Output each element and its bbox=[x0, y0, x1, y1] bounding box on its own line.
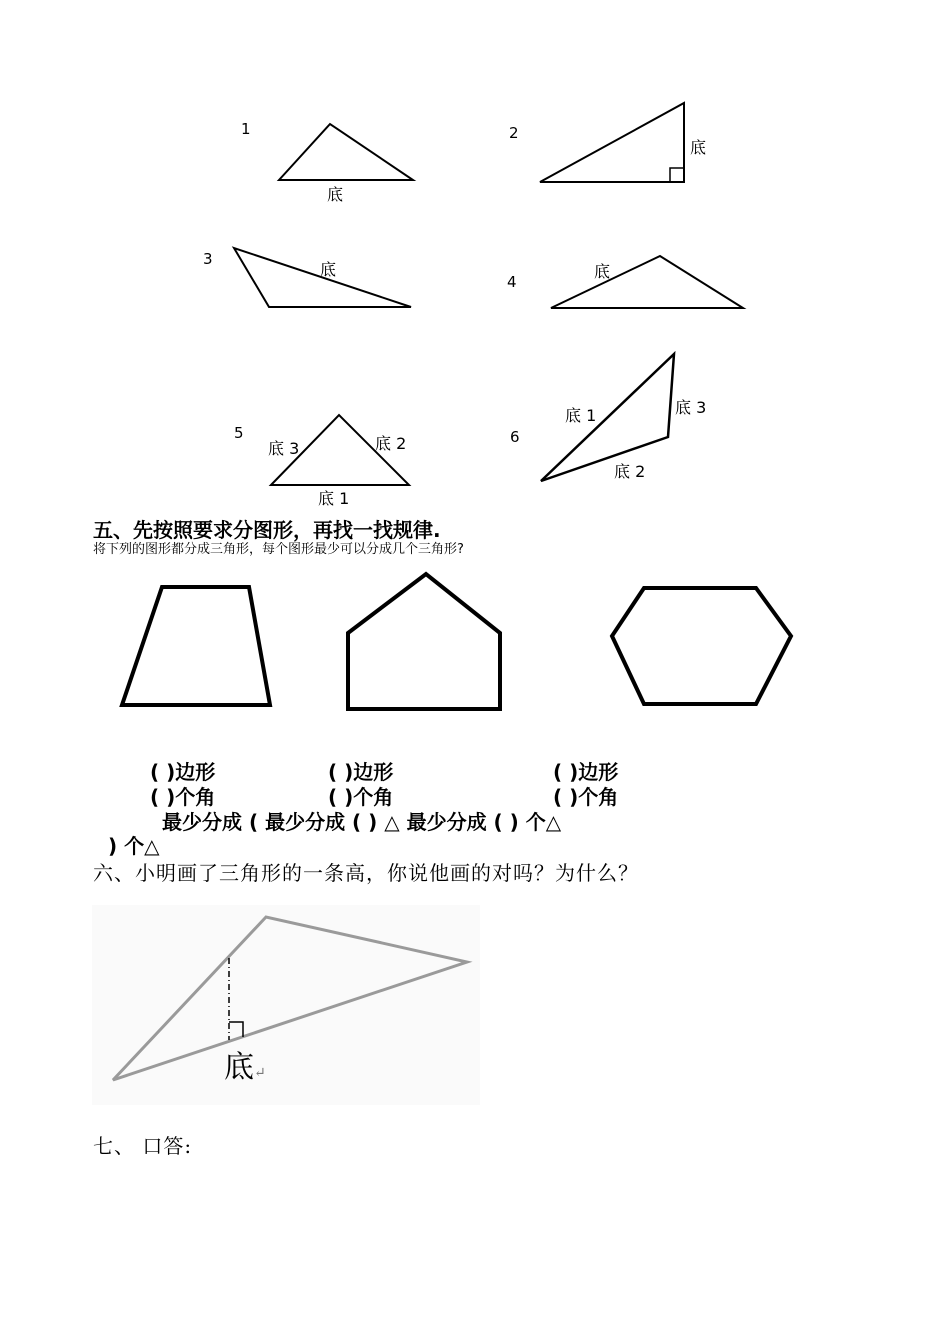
figure-number-2: 2 bbox=[509, 124, 519, 142]
triangle-1 bbox=[279, 124, 413, 180]
col3-sides-blank: ( )边形 bbox=[553, 760, 619, 784]
triangle-2 bbox=[540, 103, 684, 182]
section7-heading: 七、 口答: bbox=[93, 1134, 193, 1158]
least-triangles-line: 最少分成 ( 最少分成 ( ) △ 最少分成 ( ) 个△ bbox=[162, 810, 562, 834]
figure-number-4: 4 bbox=[507, 273, 517, 291]
least-triangles-tail: ) 个△ bbox=[108, 834, 160, 858]
height-base-text: 底 bbox=[224, 1050, 254, 1085]
figure-number-1: 1 bbox=[241, 120, 251, 138]
fig5-label-bottom: 底 1 bbox=[318, 489, 350, 508]
figure-number-3: 3 bbox=[203, 250, 213, 268]
base-label-2: 底 bbox=[690, 138, 707, 157]
height-figure-background bbox=[92, 905, 480, 1105]
fig5-label-left: 底 3 bbox=[268, 439, 300, 458]
triangle-6 bbox=[541, 354, 674, 481]
triangle-4 bbox=[551, 256, 743, 308]
base-label-1: 底 bbox=[327, 185, 344, 204]
col2-sides-blank: ( )边形 bbox=[328, 760, 394, 784]
col1-sides-blank: ( )边形 bbox=[150, 760, 216, 784]
fig5-label-right: 底 2 bbox=[375, 434, 407, 453]
col2-angles-blank: ( )个角 bbox=[328, 785, 394, 809]
base-label-3: 底 bbox=[320, 260, 337, 279]
base-label-4: 底 bbox=[594, 262, 611, 281]
fig6-label-bottom: 底 2 bbox=[614, 462, 646, 481]
section6-question: 六、小明画了三角形的一条高，你说他画的对吗？为什么？ bbox=[93, 861, 639, 885]
col1-angles-blank: ( )个角 bbox=[150, 785, 216, 809]
col3-angles-blank: ( )个角 bbox=[553, 785, 619, 809]
trapezoid-shape bbox=[122, 587, 270, 705]
section5-instruction: 将下列的图形都分成三角形，每个图形最少可以分成几个三角形? bbox=[93, 542, 464, 557]
height-base-label bbox=[224, 1042, 266, 1086]
figure-number-5: 5 bbox=[234, 424, 244, 442]
fig6-label-right: 底 3 bbox=[675, 398, 707, 417]
return-mark: ↵ bbox=[254, 1065, 266, 1081]
hexagon-shape bbox=[612, 588, 791, 704]
pentagon-shape bbox=[348, 574, 500, 709]
fig6-label-left: 底 1 bbox=[565, 406, 597, 425]
section5-heading: 五、先按照要求分图形，再找一找规律. bbox=[93, 518, 441, 542]
right-angle-mark-2 bbox=[670, 168, 684, 182]
figure-number-6: 6 bbox=[510, 428, 520, 446]
